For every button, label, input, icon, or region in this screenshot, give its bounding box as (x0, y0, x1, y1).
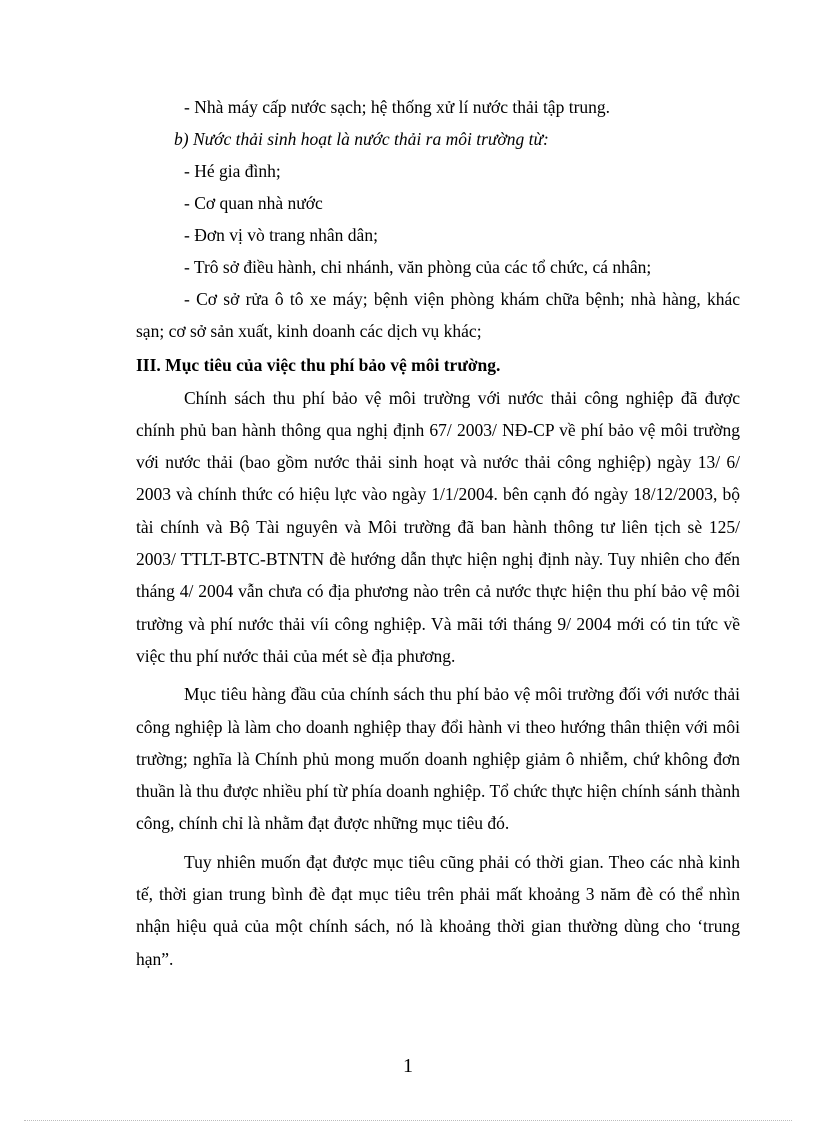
section-heading: III. Mục tiêu của việc thu phí bảo vệ môi trường. (136, 354, 501, 375)
body-paragraph: Mục tiêu hàng đầu của chính sách thu phí bảo vệ môi trường đối với nước thải công nghiệp là làm cho doanh nghiệp thay đổi hành vi theo hướng thân thiện với môi trường; nghĩa là Chính phủ mong muốn doanh nghiệp giảm ô nhiễm, chứ không đơn thuần là thu được nhiều phí từ phía doanh nghiệp. Tổ chức thực hiện chính sánh thành công, chính chỉ là nhằm đạt được những mục tiêu đó. (136, 684, 740, 834)
list-item: - Cơ quan nhà nước (184, 193, 323, 213)
document-body (136, 91, 740, 975)
list-item-wrapped: - Cơ sở rửa ô tô xe máy; bệnh viện phòng khám chữa bệnh; nhà hàng, khác sạn; cơ sở sản xuất, kinh doanh các dịch vụ khác; (136, 289, 740, 342)
page-number: 1 (403, 1055, 413, 1077)
list-item: - Hé gia đình; (184, 161, 281, 181)
list-item: - Đơn vị vò trang nhân dân; (184, 225, 378, 245)
list-item: - Nhà máy cấp nước sạch; hệ thống xử lí nước thải tập trung. (184, 97, 611, 117)
subsection-b-heading: b) Nước thải sinh hoạt là nước thải ra môi trường từ: (174, 129, 549, 149)
footer-divider (24, 1120, 792, 1121)
body-paragraph: Chính sách thu phí bảo vệ môi trường với nước thải công nghiệp đã được chính phủ ban hành thông qua nghị định 67/ 2003/ NĐ-CP về phí bảo vệ môi trường với nước thải (bao gồm nước thải sinh hoạt và nước thải công nghiệp) ngày 13/ 6/ 2003 và chính thức có hiệu lực vào ngày 1/1/2004. bên cạnh đó ngày 18/12/2003, bộ tài chính và Bộ Tài nguyên và Môi trường đã ban hành thông tư liên tịch sè 125/ 2003/ TTLT-BTC-BTNTN đè hướng dẫn thực hiện nghị định này. Tuy nhiên cho đến tháng 4/ 2004 vẫn chưa có địa phương nào trên cả nước thực hiện thu phí bảo vệ môi trường và phí nước thải víi công nghiệp. Và mãi tới tháng 9/ 2004 mới có tin tức về việc thu phí nước thải của mét sè địa phương. (136, 387, 740, 666)
body-paragraph: Tuy nhiên muốn đạt được mục tiêu cũng phải có thời gian. Theo các nhà kinh tế, thời gian trung bình đè đạt mục tiêu trên phải mất khoảng 3 năm đè có thể nhìn nhận hiệu quả của một chính sách, nó là khoảng thời gian thường dùng cho ‘trung hạn”. (136, 851, 740, 969)
list-item: - Trô sở điều hành, chi nhánh, văn phòng của các tổ chức, cá nhân; (184, 257, 652, 277)
